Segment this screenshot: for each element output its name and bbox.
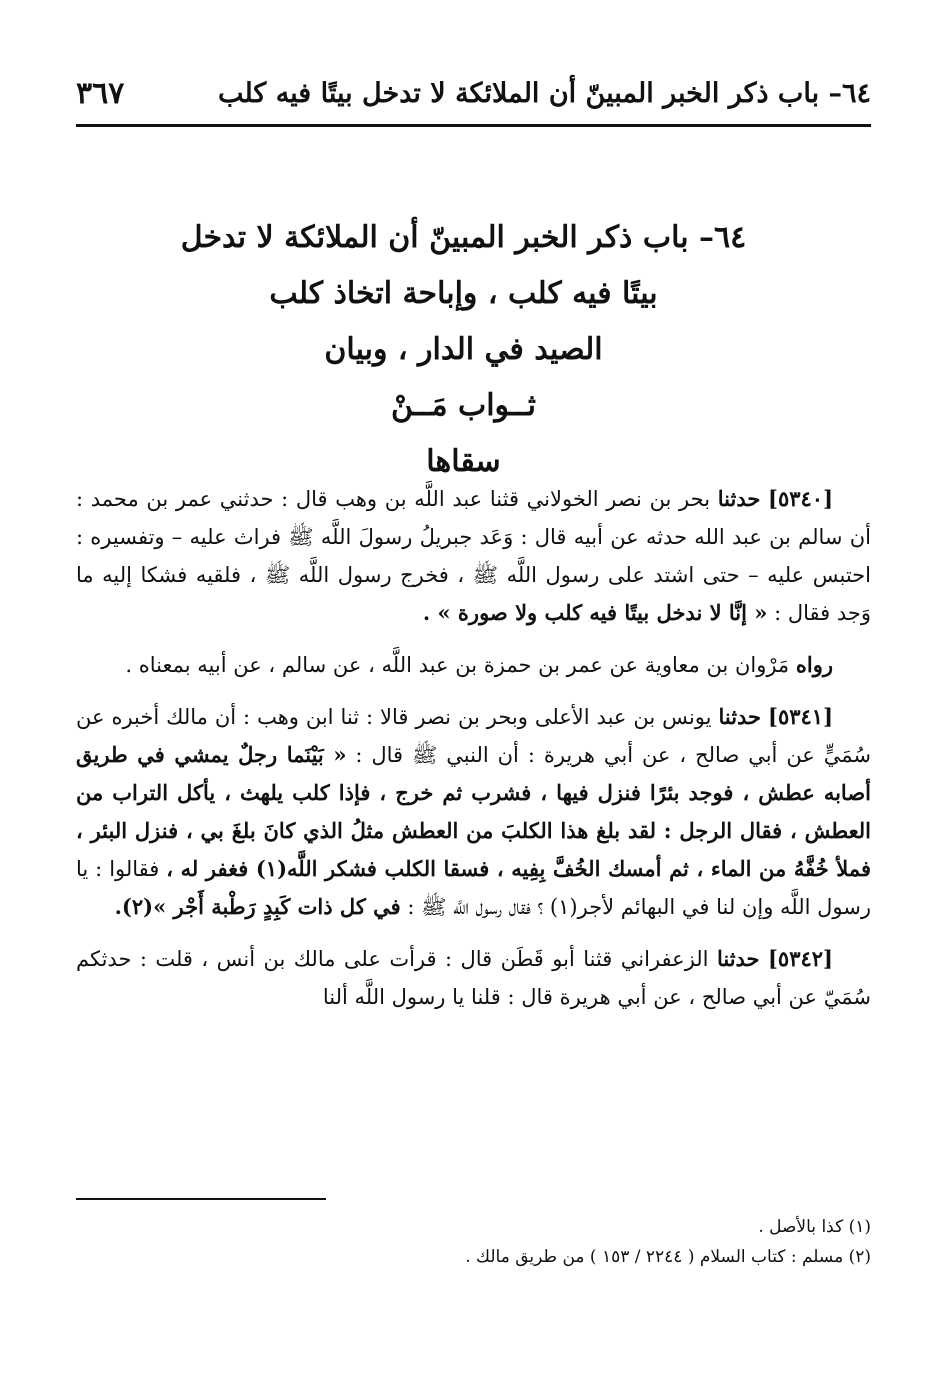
footnotes xyxy=(76,1212,871,1272)
hadith-5340 xyxy=(76,480,871,632)
chapter-heading-line: ثــواب مَــنْ xyxy=(391,388,536,423)
hadith-number: [٥٣٤٢] xyxy=(767,946,833,971)
narration-keyword: حدثنا xyxy=(717,486,761,511)
chapter-heading-line: بيتًا فيه كلب ، وإباحة اتخاذ كلب xyxy=(269,276,658,311)
hadith-quote: في كل ذات كَبِدٍ رَطْبة أَجْر »(٢). xyxy=(114,894,401,919)
narration-keyword: رواه xyxy=(795,652,833,677)
hadith-5342 xyxy=(76,940,871,1016)
hadith-quote: « بَيْنَما رجلٌ يمشي في طريق أصابه عطش ، فوجد بئرًا فنزل فيها ، فشرب ثم خرج ، فإذا كلب يلهث ، يأكل التراب من العطش ، فقال الرجل : لقد بلغ هذا الكلبَ من العطش مثلُ الذي كانَ بلغَ بي ، فنزل البئر ، فملأ خُفَّهُ من الماء ، ثم أمسك الخُفَّ بِفِيه ، فسقا الكلب فشكر اللَّه(١) فغفر له ، xyxy=(76,742,872,881)
hadith-text: يونس بن عبد الأعلى وبحر بن نصر قالا : ثنا ابن وهب : أن مالك أخبره عن سُمَيٍّ عن أبي صالح ، عن أبي هريرة : أن النبي ﷺ قال : xyxy=(76,705,871,767)
chapter-heading xyxy=(140,210,787,490)
header-divider xyxy=(76,124,871,127)
running-title: ٦٤– باب ذكر الخبر المبينّ أن الملائكة لا تدخل بيتًا فيه كلب xyxy=(217,78,871,109)
narration-note xyxy=(76,646,871,684)
chapter-heading-line: سقاها xyxy=(426,444,501,479)
hadith-number: [٥٣٤٠] xyxy=(768,486,833,511)
narration-keyword: حدثنا xyxy=(718,704,762,729)
hadith-text: الزعفراني قثنا أبو قَطَن قال : قرأت على مالك بن أنس ، قلت : حدثكم سُمَيّ عن أبي صالح ، عن أبي هريرة قال : قلنا يا رسول اللَّه ألنا xyxy=(76,947,871,1009)
chapter-heading-line: الصيد في الدار ، وبيان xyxy=(324,332,603,367)
hadith-text: بحر بن نصر الخولاني قثنا عبد اللَّه بن وهب قال : حدثني عمر بن محمد : أن سالم بن عبد الله حدثه عن أبيه قال : وَعَد جبريلُ رسولَ اللَّه ﷺ فراث عليه – وتفسيره : احتبس عليه – حتى اشتد على رسول اللَّه ﷺ ، فخرج رسول اللَّه ﷺ ، فلقيه فشكا إليه ما وَجد فقال : xyxy=(76,487,871,625)
footnote-divider xyxy=(76,1198,326,1200)
footnote: (١) كذا بالأصل . xyxy=(758,1217,871,1237)
hadith-text: فقالوا : يا رسول اللَّه وإن لنا في البهائم لأجر(١) ؟ فقال رسول اللَّه ﷺ : xyxy=(76,857,871,919)
footnote: (٢) مسلم : كتاب السلام ( ٢٢٤٤ / ١٥٣ ) من طريق مالك . xyxy=(465,1247,871,1267)
hadith-text: مَرْوان بن معاوية عن عمر بن حمزة بن عبد اللَّه ، عن سالم ، عن أبيه بمعناه . xyxy=(125,653,790,677)
chapter-heading-line: ٦٤– باب ذكر الخبر المبينّ أن الملائكة لا تدخل xyxy=(180,220,747,255)
hadith-5341 xyxy=(76,698,871,926)
page-number: ٣٦٧ xyxy=(76,76,125,111)
hadith-quote: « إنَّا لا ندخل بيتًا فيه كلب ولا صورة » . xyxy=(422,600,768,625)
body-text xyxy=(76,480,871,1030)
running-header xyxy=(76,74,871,118)
hadith-number: [٥٣٤١] xyxy=(768,704,833,729)
narration-keyword: حدثنا xyxy=(716,946,760,971)
